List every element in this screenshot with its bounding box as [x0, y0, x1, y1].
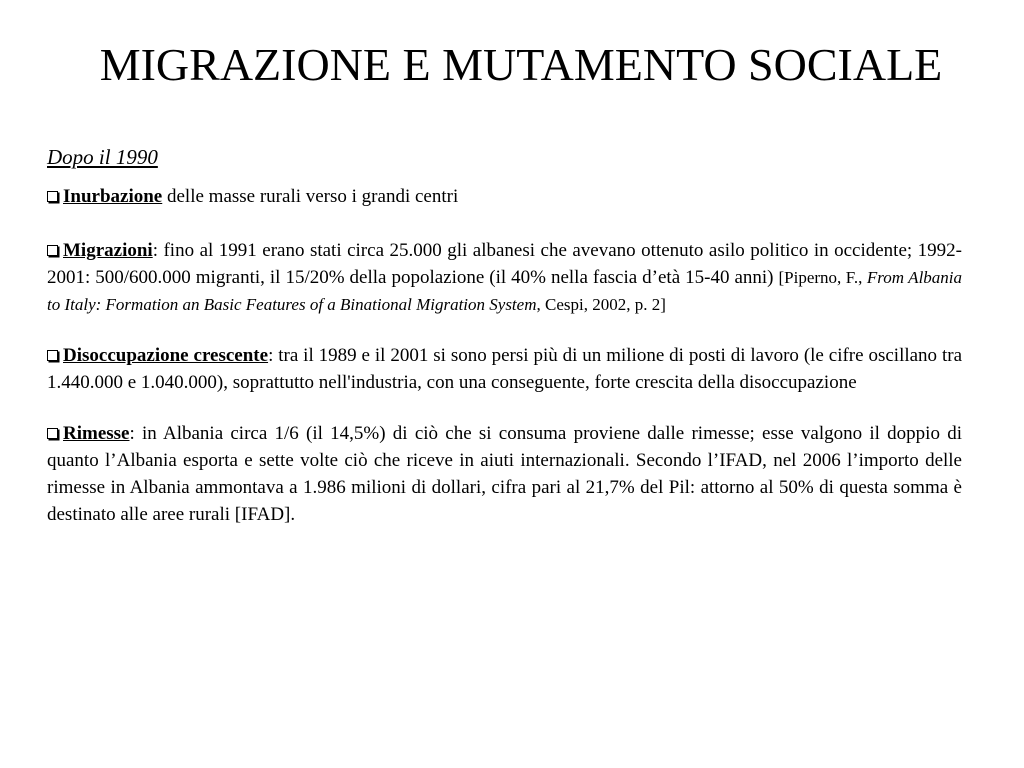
term-label: Rimesse	[63, 423, 130, 444]
item-text: delle masse rurali verso i grandi centri	[162, 186, 459, 207]
citation-suffix: , Cespi, 2002, p. 2]	[536, 295, 666, 314]
list-item-inurbazione	[47, 183, 962, 210]
list-item-migrazioni	[47, 237, 962, 318]
page-title: MIGRAZIONE E MUTAMENTO SOCIALE	[99, 39, 943, 90]
citation-title: From Albania to Italy: Formation an Basic Features of a Binational Migration System	[47, 268, 963, 314]
section-subtitle: Dopo il 1990	[47, 145, 158, 169]
checkbox-square-icon	[47, 350, 58, 361]
slide-content	[47, 144, 962, 552]
term-label: Migrazioni	[63, 240, 153, 261]
citation-prefix: [Piperno, F.,	[778, 268, 867, 287]
list-item-rimesse	[47, 420, 962, 528]
checkbox-square-icon	[47, 191, 58, 202]
term-label: Inurbazione	[63, 186, 163, 207]
checkbox-square-icon	[47, 245, 58, 256]
list-item-disoccupazione	[47, 342, 962, 396]
checkbox-square-icon	[47, 428, 58, 439]
item-text: : fino al 1991 erano stati circa 25.000 gli albanesi che avevano ottenuto asilo politico in occidente; 1992-2001: 500/600.000 migranti, il 15/20% della popolazione (il 40% nella fascia d’età 15-40 anni)	[47, 240, 962, 288]
term-label: Disoccupazione crescente	[63, 345, 269, 366]
item-text: : tra il 1989 e il 2001 si sono persi più di un milione di posti di lavoro (le cifre oscillano tra 1.440.000 e 1.040.000), soprattutto nell'industria, con una conseguente, forte crescita della disoccupazione	[47, 345, 962, 393]
item-text: : in Albania circa 1/6 (il 14,5%) di ciò che si consuma proviene dalle rimesse; esse valgono il doppio di quanto l’Albania esporta e sette volte ciò che riceve in aiuti internazionali. Secondo l’IFAD, nel 2006 l’importo delle rimesse in Albania ammontava a 1.986 milioni di dollari, cifra pari al 21,7% del Pil: attorno al 50% di questa somma è destinato alle aree rurali [IFAD].	[47, 423, 962, 525]
